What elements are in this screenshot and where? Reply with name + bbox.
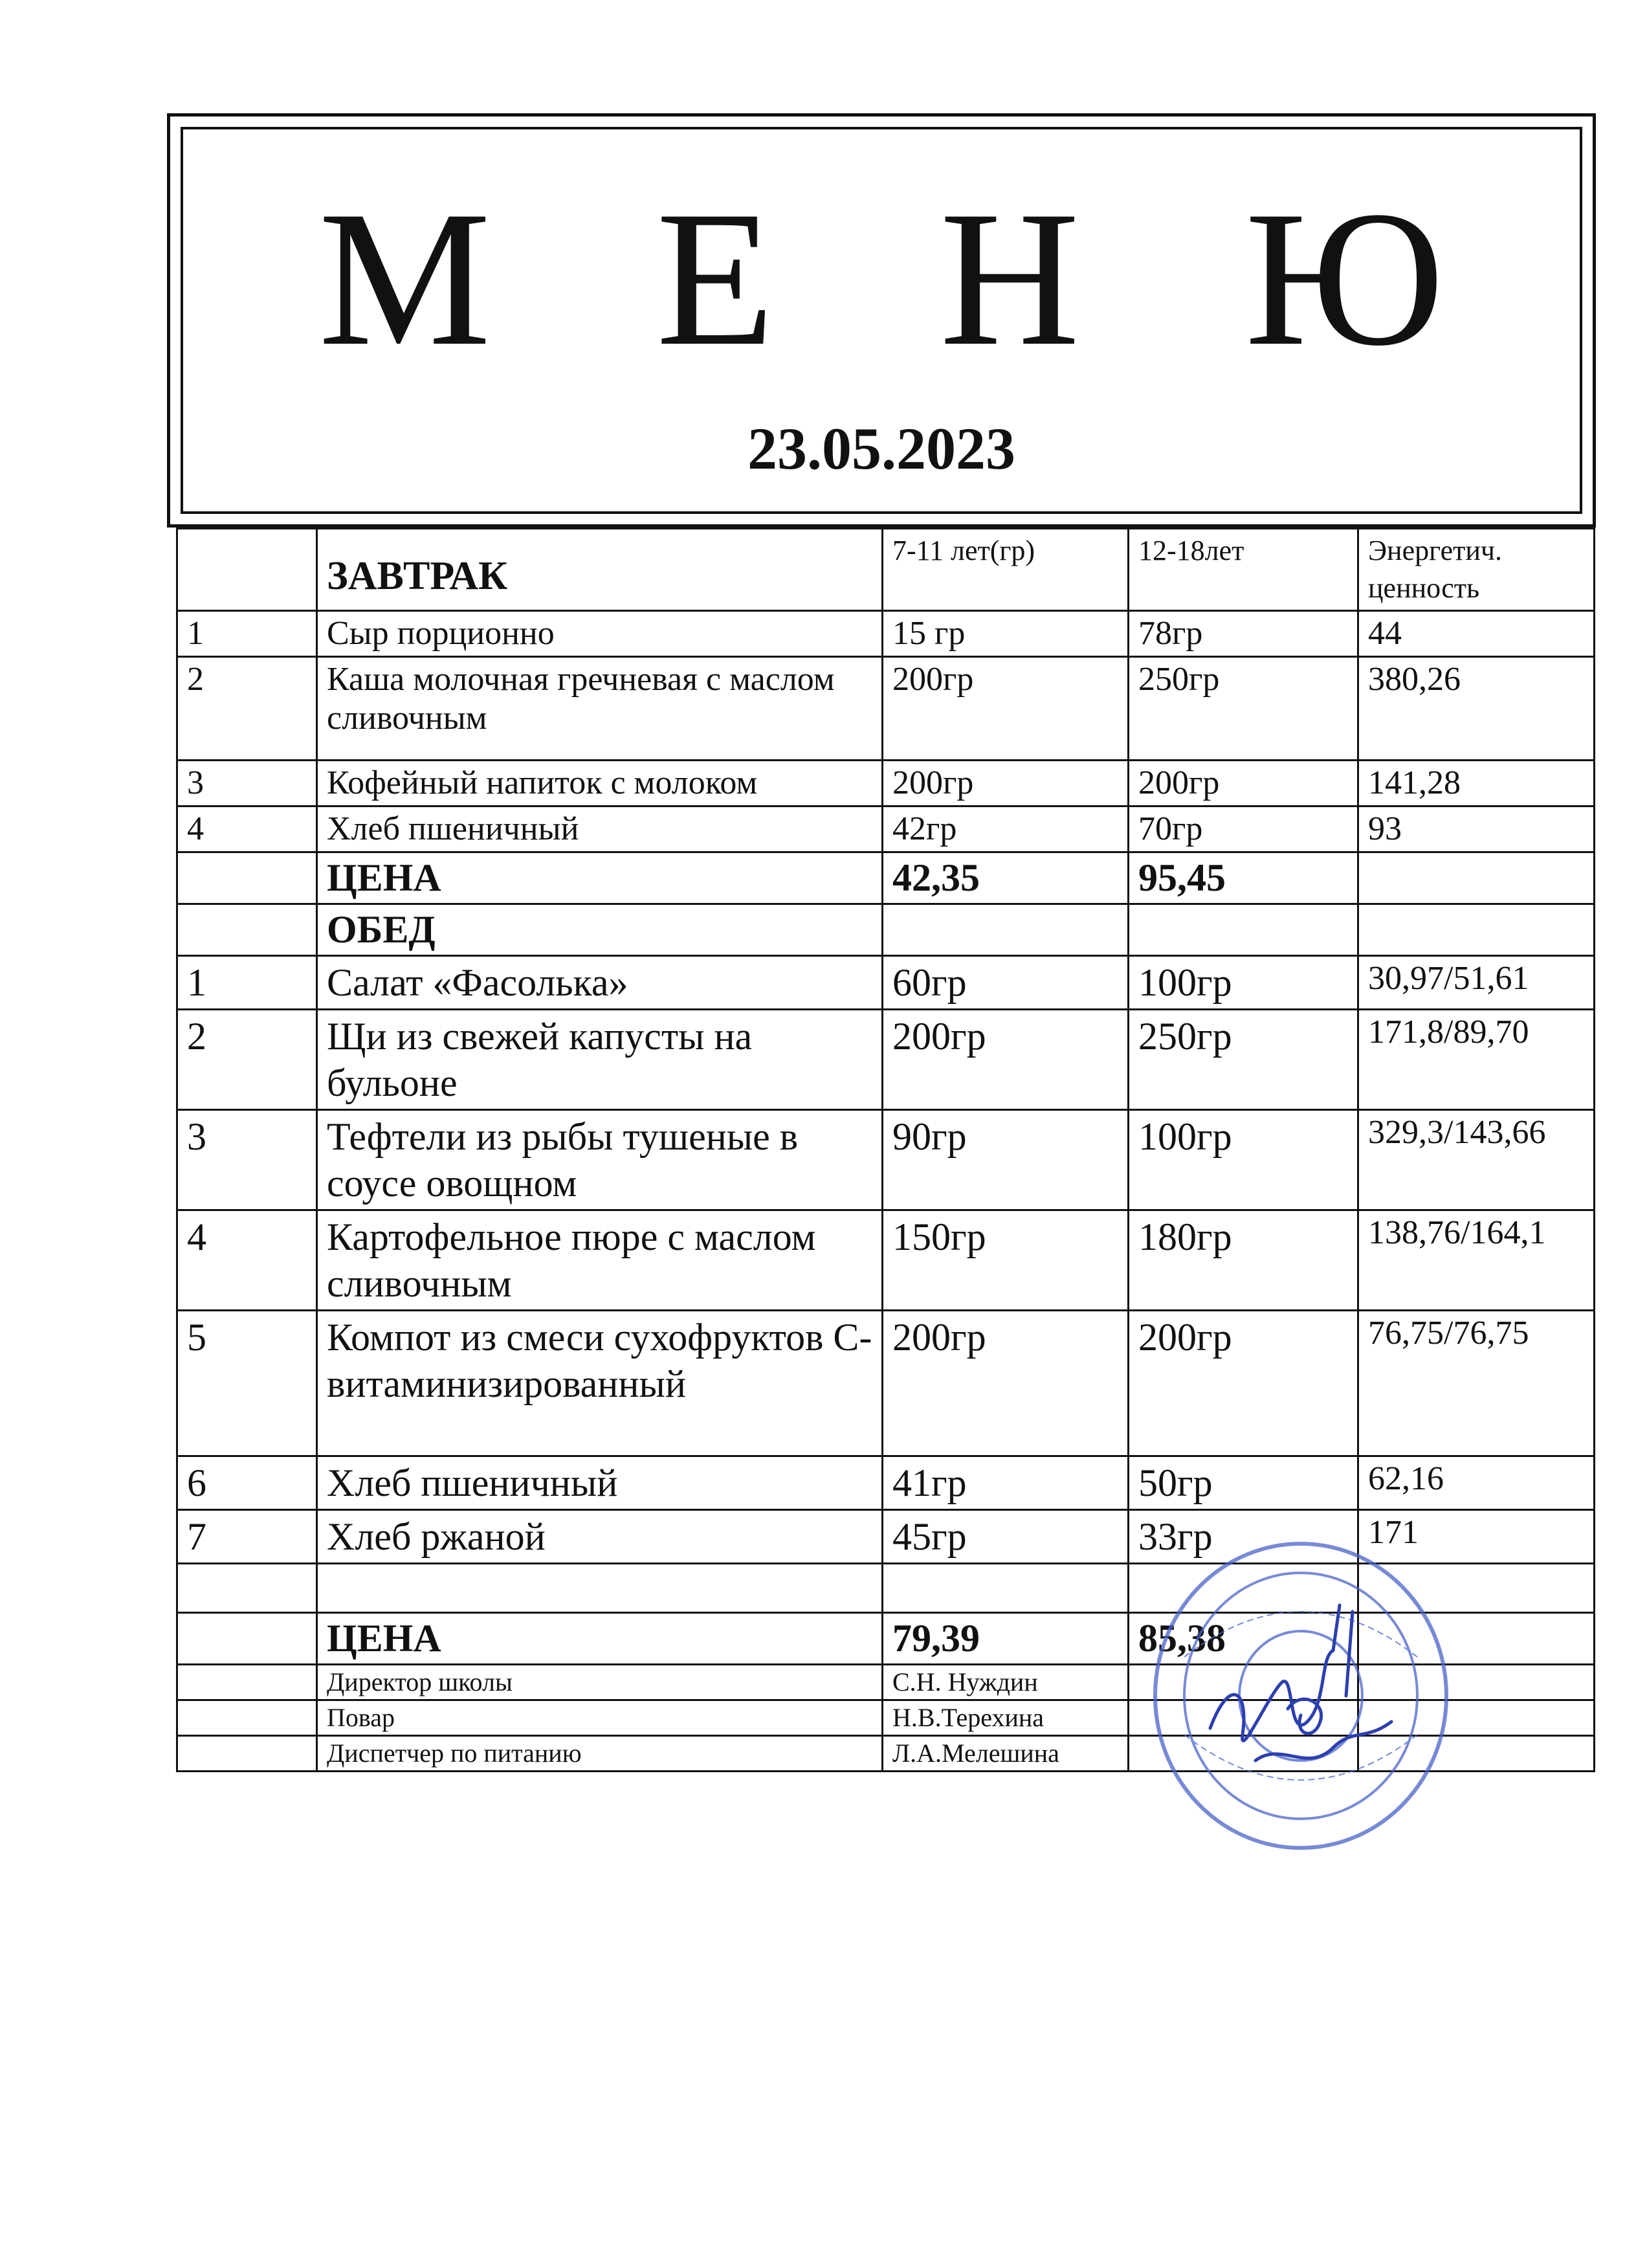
row-portion-7-11: 60гр bbox=[883, 956, 1129, 1010]
row-dish: Картофельное пюре с маслом сливочным bbox=[317, 1210, 883, 1311]
row-portion-7-11: 200гр bbox=[883, 1311, 1129, 1456]
row-portion-12-18: 70гр bbox=[1129, 806, 1358, 852]
row-num: 2 bbox=[177, 657, 317, 761]
row-energy: 62,16 bbox=[1358, 1456, 1595, 1510]
row-energy: 171 bbox=[1358, 1510, 1595, 1564]
row-num: 1 bbox=[177, 956, 317, 1010]
row-dish: Хлеб пшеничный bbox=[317, 806, 883, 852]
signature-person: С.Н. Нуждин bbox=[883, 1665, 1129, 1700]
row-num: 1 bbox=[177, 611, 317, 657]
breakfast-price-row bbox=[177, 852, 1595, 904]
lunch-price-7-11: 79,39 bbox=[883, 1613, 1129, 1665]
row-energy bbox=[1358, 904, 1595, 956]
signature-person: Л.А.Мелешина bbox=[883, 1736, 1129, 1772]
row-num: 6 bbox=[177, 1456, 317, 1510]
row-num: 5 bbox=[177, 1311, 317, 1456]
table-row bbox=[177, 1311, 1595, 1456]
row-portion-12-18: 250гр bbox=[1129, 1010, 1358, 1110]
row-energy: 380,26 bbox=[1358, 657, 1595, 761]
row-portion-7-11 bbox=[883, 904, 1129, 956]
row-portion-7-11: 200гр bbox=[883, 1010, 1129, 1110]
menu-date: 23.05.2023 bbox=[747, 416, 1015, 482]
lunch-price-label: ЦЕНА bbox=[317, 1613, 883, 1665]
row-portion-7-11: 150гр bbox=[883, 1210, 1129, 1311]
table-row bbox=[177, 611, 1595, 657]
col-header-energy: Энергетич. ценность bbox=[1358, 529, 1595, 611]
row-num: 4 bbox=[177, 1210, 317, 1311]
lunch-price-12-18: 85,38 bbox=[1129, 1613, 1358, 1665]
row-num bbox=[177, 1736, 317, 1772]
row-portion-7-11: 42гр bbox=[883, 806, 1129, 852]
row-num: 7 bbox=[177, 1510, 317, 1564]
row-energy: 93 bbox=[1358, 806, 1595, 852]
row-num bbox=[177, 1613, 317, 1665]
row-energy: 141,28 bbox=[1358, 761, 1595, 806]
row-portion-12-18: 250гр bbox=[1129, 657, 1358, 761]
row-portion-7-11: 200гр bbox=[883, 657, 1129, 761]
col-header-age-7-11: 7-11 лет(гр) bbox=[883, 529, 1129, 611]
row-num bbox=[177, 1665, 317, 1700]
table-row bbox=[177, 806, 1595, 852]
lunch-section-label: ОБЕД bbox=[317, 904, 883, 956]
row-portion-7-11: 15 гр bbox=[883, 611, 1129, 657]
col-header-num bbox=[177, 529, 317, 611]
row-portion-12-18: 78гр bbox=[1129, 611, 1358, 657]
signature-role: Директор школы bbox=[317, 1665, 883, 1700]
row-portion-7-11 bbox=[883, 1564, 1129, 1613]
row-portion-12-18: 180гр bbox=[1129, 1210, 1358, 1311]
row-dish: Компот из смеси сухофруктов С-витаминизированный bbox=[317, 1311, 883, 1456]
row-energy bbox=[1358, 852, 1595, 904]
table-row bbox=[177, 956, 1595, 1010]
row-portion-7-11: 90гр bbox=[883, 1110, 1129, 1210]
breakfast-price-label: ЦЕНА bbox=[317, 852, 883, 904]
row-portion-12-18: 200гр bbox=[1129, 761, 1358, 806]
row-num bbox=[177, 1700, 317, 1736]
breakfast-price-12-18: 95,45 bbox=[1129, 852, 1358, 904]
signature-role: Повар bbox=[317, 1700, 883, 1736]
school-stamp-icon bbox=[1139, 1528, 1463, 1864]
row-dish: Щи из свежей капусты на бульоне bbox=[317, 1010, 883, 1110]
breakfast-price-7-11: 42,35 bbox=[883, 852, 1129, 904]
row-num: 4 bbox=[177, 806, 317, 852]
row-num: 3 bbox=[177, 761, 317, 806]
row-num bbox=[177, 1564, 317, 1613]
table-row bbox=[177, 1110, 1595, 1210]
row-energy: 76,75/76,75 bbox=[1358, 1311, 1595, 1456]
row-num bbox=[177, 904, 317, 956]
col-header-breakfast: ЗАВТРАК bbox=[317, 529, 883, 611]
row-num bbox=[177, 852, 317, 904]
lunch-section-row bbox=[177, 904, 1595, 956]
row-energy: 171,8/89,70 bbox=[1358, 1010, 1595, 1110]
row-energy: 329,3/143,66 bbox=[1358, 1110, 1595, 1210]
row-dish: Хлеб пшеничный bbox=[317, 1456, 883, 1510]
row-num: 2 bbox=[177, 1010, 317, 1110]
menu-title: М Е Н Ю bbox=[318, 171, 1503, 386]
row-dish: Каша молочная гречневая с маслом сливочным bbox=[317, 657, 883, 761]
signature-role: Диспетчер по питанию bbox=[317, 1736, 883, 1772]
table-row bbox=[177, 1210, 1595, 1311]
table-row bbox=[177, 657, 1595, 761]
row-energy: 30,97/51,61 bbox=[1358, 956, 1595, 1010]
row-energy: 44 bbox=[1358, 611, 1595, 657]
row-dish: Сыр порционно bbox=[317, 611, 883, 657]
row-dish: Салат «Фасолька» bbox=[317, 956, 883, 1010]
row-portion-7-11: 41гр bbox=[883, 1456, 1129, 1510]
row-portion-7-11: 45гр bbox=[883, 1510, 1129, 1564]
row-portion-12-18 bbox=[1129, 904, 1358, 956]
row-dish: Хлеб ржаной bbox=[317, 1510, 883, 1564]
menu-header-box bbox=[167, 113, 1596, 528]
table-header-row bbox=[177, 529, 1595, 611]
row-portion-7-11: 200гр bbox=[883, 761, 1129, 806]
row-portion-12-18: 33гр bbox=[1129, 1510, 1358, 1564]
table-row bbox=[177, 1456, 1595, 1510]
row-dish: Тефтели из рыбы тушеные в соусе овощном bbox=[317, 1110, 883, 1210]
row-energy: 138,76/164,1 bbox=[1358, 1210, 1595, 1311]
signature-person: Н.В.Терехина bbox=[883, 1700, 1129, 1736]
table-row bbox=[177, 761, 1595, 806]
menu-header-inner-frame bbox=[181, 127, 1582, 514]
row-dish bbox=[317, 1564, 883, 1613]
row-portion-12-18: 200гр bbox=[1129, 1311, 1358, 1456]
row-num: 3 bbox=[177, 1110, 317, 1210]
col-header-age-12-18: 12-18лет bbox=[1129, 529, 1358, 611]
row-portion-12-18: 50гр bbox=[1129, 1456, 1358, 1510]
row-portion-12-18: 100гр bbox=[1129, 1110, 1358, 1210]
row-dish: Кофейный напиток с молоком bbox=[317, 761, 883, 806]
table-row bbox=[177, 1010, 1595, 1110]
row-portion-12-18: 100гр bbox=[1129, 956, 1358, 1010]
